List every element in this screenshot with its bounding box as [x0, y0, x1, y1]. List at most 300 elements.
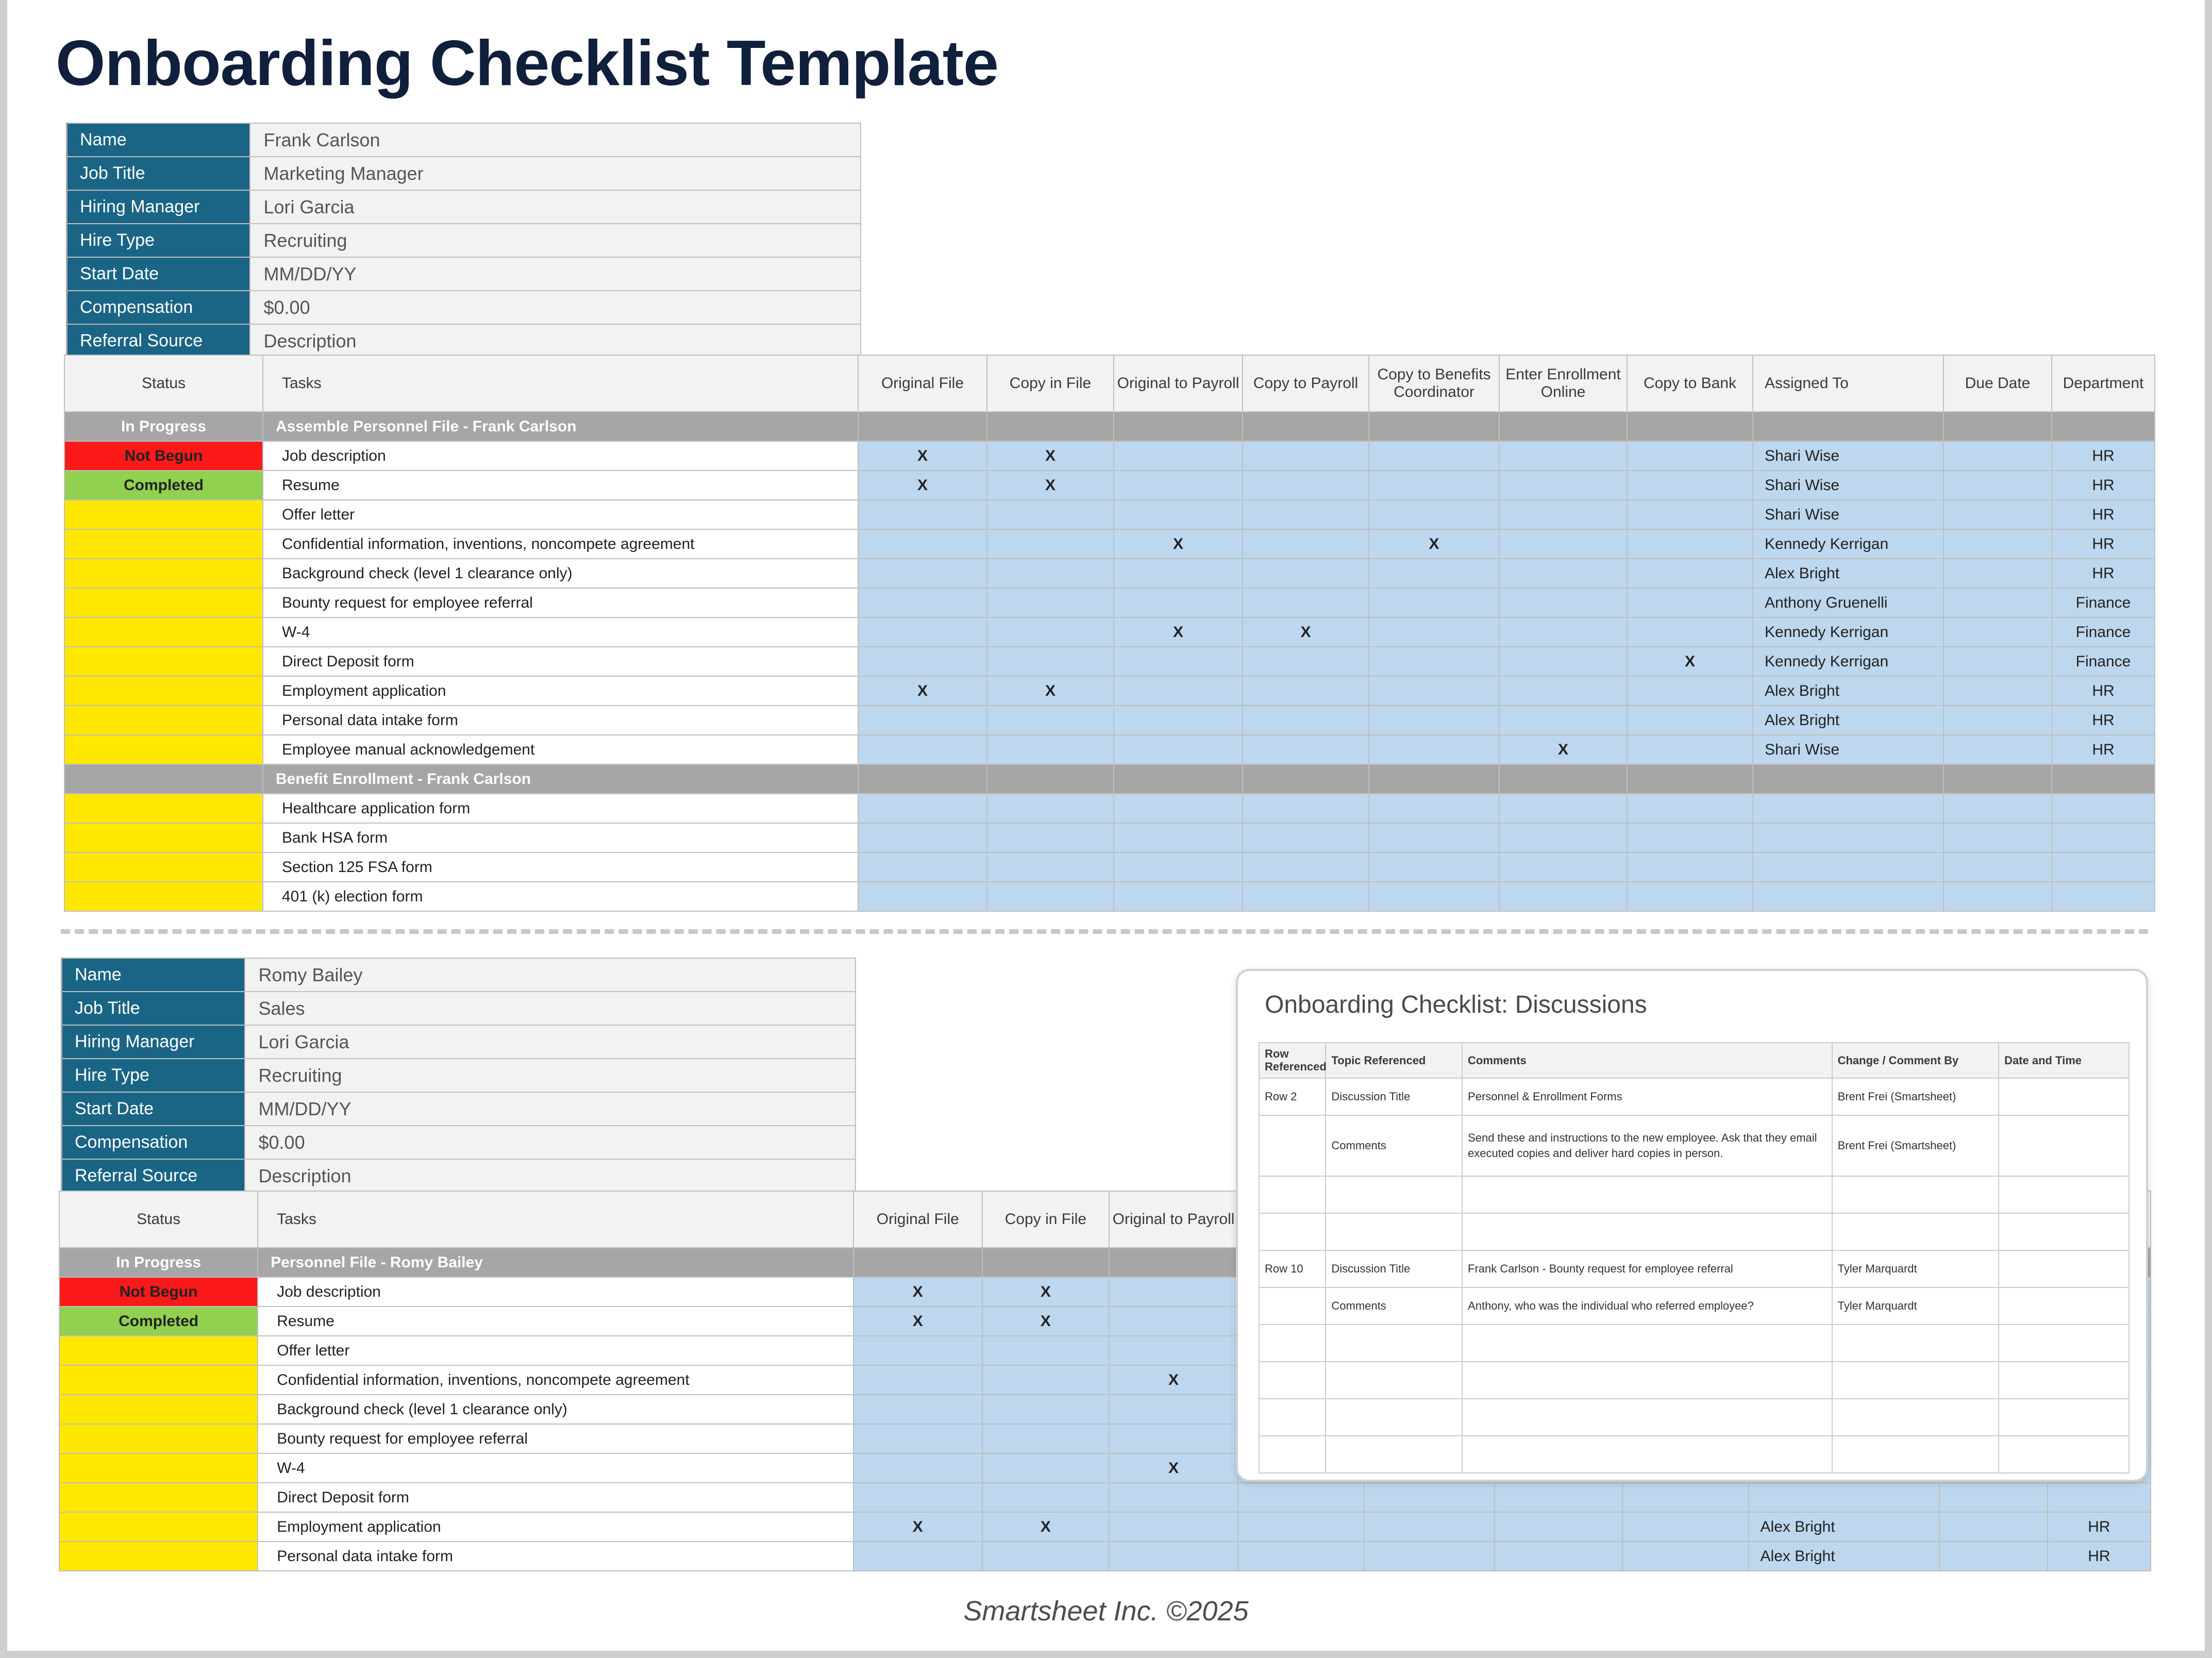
- department-cell[interactable]: [2052, 823, 2155, 852]
- department-cell[interactable]: HR: [2052, 559, 2155, 588]
- status-badge[interactable]: [59, 1365, 258, 1395]
- department-cell[interactable]: [2048, 1483, 2151, 1512]
- checkmark-cell-5[interactable]: [1369, 794, 1499, 823]
- discussion-comment-by[interactable]: Brent Frei (Smartsheet): [1832, 1115, 1999, 1176]
- checkmark-cell-2[interactable]: [987, 559, 1114, 588]
- checkmark-cell-5[interactable]: [1369, 647, 1499, 676]
- department-cell[interactable]: HR: [2052, 471, 2155, 500]
- status-badge[interactable]: [64, 735, 263, 764]
- checkmark-cell-4[interactable]: [1243, 676, 1369, 706]
- discussion-date-time[interactable]: [1999, 1250, 2129, 1287]
- task-name[interactable]: Confidential information, inventions, noncompete agreement: [263, 529, 858, 559]
- checkmark-cell-1[interactable]: X: [853, 1307, 982, 1336]
- checkmark-cell-7[interactable]: [1627, 823, 1753, 852]
- checkmark-cell-1[interactable]: [853, 1395, 982, 1424]
- checkmark-cell-5[interactable]: [1369, 559, 1499, 588]
- checkmark-cell-5[interactable]: [1369, 852, 1499, 882]
- assigned-to-cell[interactable]: Alex Bright: [1753, 706, 1943, 735]
- dcol-topic-referenced[interactable]: Topic Referenced: [1326, 1043, 1462, 1078]
- assigned-to-cell[interactable]: Alex Bright: [1753, 559, 1943, 588]
- checkmark-cell-5[interactable]: [1364, 1542, 1495, 1571]
- checkmark-cell-6[interactable]: [1499, 794, 1627, 823]
- checkmark-cell-6[interactable]: [1495, 1483, 1622, 1512]
- dcol-date-and-time[interactable]: Date and Time: [1999, 1043, 2129, 1078]
- due-date-cell[interactable]: [1943, 794, 2052, 823]
- discussion-comment-text[interactable]: [1462, 1325, 1832, 1362]
- col-status[interactable]: Status: [64, 355, 263, 412]
- checkmark-cell-2[interactable]: [987, 588, 1114, 617]
- checkmark-cell-3[interactable]: [1109, 1277, 1238, 1307]
- discussion-comment-by[interactable]: [1832, 1213, 1999, 1250]
- discussion-comment-by[interactable]: [1832, 1362, 1999, 1399]
- status-badge[interactable]: [64, 529, 263, 559]
- department-cell[interactable]: HR: [2052, 706, 2155, 735]
- task-name[interactable]: Job description: [263, 441, 858, 471]
- checkmark-cell-7[interactable]: [1627, 794, 1753, 823]
- discussion-topic-referenced[interactable]: Discussion Title: [1326, 1078, 1462, 1115]
- task-name[interactable]: Direct Deposit form: [263, 647, 858, 676]
- department-cell[interactable]: [2052, 852, 2155, 882]
- status-badge[interactable]: [64, 559, 263, 588]
- checkmark-cell-7[interactable]: [1627, 882, 1753, 911]
- checkmark-cell-7[interactable]: [1627, 471, 1753, 500]
- checkmark-cell-3[interactable]: [1109, 1336, 1238, 1365]
- checkmark-cell-4[interactable]: X: [1243, 617, 1369, 647]
- checkmark-cell-6[interactable]: [1499, 500, 1627, 529]
- task-name[interactable]: Confidential information, inventions, noncompete agreement: [258, 1365, 853, 1395]
- task-name[interactable]: Resume: [258, 1307, 853, 1336]
- checkmark-cell-5[interactable]: [1369, 441, 1499, 471]
- assigned-to-cell[interactable]: Shari Wise: [1753, 500, 1943, 529]
- checkmark-cell-3[interactable]: [1109, 1542, 1238, 1571]
- info-value-job-title[interactable]: Marketing Manager: [250, 157, 861, 190]
- status-badge[interactable]: [64, 588, 263, 617]
- col-copy-to-bank[interactable]: Copy to Bank: [1627, 355, 1753, 412]
- checkmark-cell-3[interactable]: [1114, 441, 1243, 471]
- checkmark-cell-5[interactable]: [1369, 823, 1499, 852]
- checkmark-cell-2[interactable]: [987, 823, 1114, 852]
- checkmark-cell-6[interactable]: [1499, 471, 1627, 500]
- discussion-row-referenced[interactable]: [1259, 1176, 1326, 1213]
- assigned-to-cell[interactable]: [1753, 823, 1943, 852]
- checkmark-cell-3[interactable]: X: [1109, 1453, 1238, 1483]
- department-cell[interactable]: HR: [2052, 500, 2155, 529]
- due-date-cell[interactable]: [1939, 1483, 2048, 1512]
- checkmark-cell-6[interactable]: [1499, 617, 1627, 647]
- checkmark-cell-6[interactable]: [1499, 706, 1627, 735]
- task-name[interactable]: Job description: [258, 1277, 853, 1307]
- checkmark-cell-2[interactable]: [987, 706, 1114, 735]
- dcol-comments[interactable]: Comments: [1462, 1043, 1832, 1078]
- checkmark-cell-2[interactable]: [982, 1336, 1109, 1365]
- status-badge[interactable]: [59, 1483, 258, 1512]
- checkmark-cell-2[interactable]: X: [982, 1277, 1109, 1307]
- checkmark-cell-6[interactable]: [1499, 823, 1627, 852]
- checkmark-cell-7[interactable]: [1627, 559, 1753, 588]
- discussion-date-time[interactable]: [1999, 1362, 2129, 1399]
- status-badge[interactable]: [64, 676, 263, 706]
- checkmark-cell-4[interactable]: [1243, 823, 1369, 852]
- due-date-cell[interactable]: [1943, 500, 2052, 529]
- checkmark-cell-3[interactable]: [1114, 500, 1243, 529]
- checkmark-cell-5[interactable]: [1369, 617, 1499, 647]
- checkmark-cell-5[interactable]: [1364, 1483, 1495, 1512]
- task-name[interactable]: Employee manual acknowledgement: [263, 735, 858, 764]
- assigned-to-cell[interactable]: [1749, 1483, 1939, 1512]
- assigned-to-cell[interactable]: Anthony Gruenelli: [1753, 588, 1943, 617]
- checkmark-cell-1[interactable]: X: [858, 471, 987, 500]
- checkmark-cell-3[interactable]: X: [1114, 617, 1243, 647]
- checkmark-cell-1[interactable]: [858, 823, 987, 852]
- checkmark-cell-2[interactable]: [987, 529, 1114, 559]
- checkmark-cell-1[interactable]: [858, 794, 987, 823]
- discussion-date-time[interactable]: [1999, 1325, 2129, 1362]
- discussion-comment-by[interactable]: Tyler Marquardt: [1832, 1287, 1999, 1325]
- assigned-to-cell[interactable]: [1753, 794, 1943, 823]
- task-name[interactable]: W-4: [263, 617, 858, 647]
- discussion-comment-text[interactable]: Anthony, who was the individual who referred employee?: [1462, 1287, 1832, 1325]
- checkmark-cell-1[interactable]: [858, 588, 987, 617]
- info-value-name[interactable]: Romy Bailey: [245, 958, 856, 992]
- checkmark-cell-7[interactable]: [1627, 852, 1753, 882]
- status-badge[interactable]: [59, 1512, 258, 1542]
- status-badge[interactable]: In Progress: [59, 1248, 258, 1277]
- due-date-cell[interactable]: [1943, 706, 2052, 735]
- checkmark-cell-1[interactable]: [853, 1336, 982, 1365]
- checkmark-cell-7[interactable]: X: [1627, 647, 1753, 676]
- discussions-popup[interactable]: [1236, 969, 2148, 1482]
- checkmark-cell-1[interactable]: [853, 1453, 982, 1483]
- status-badge[interactable]: [64, 500, 263, 529]
- checkmark-cell-7[interactable]: [1627, 441, 1753, 471]
- checkmark-cell-2[interactable]: X: [982, 1512, 1109, 1542]
- checkmark-cell-4[interactable]: [1243, 588, 1369, 617]
- discussion-row-referenced[interactable]: [1259, 1399, 1326, 1436]
- checkmark-cell-4[interactable]: [1243, 471, 1369, 500]
- discussion-date-time[interactable]: [1999, 1436, 2129, 1473]
- department-cell[interactable]: HR: [2048, 1512, 2151, 1542]
- status-badge[interactable]: [59, 1424, 258, 1453]
- discussion-topic-referenced[interactable]: Discussion Title: [1326, 1250, 1462, 1287]
- assigned-to-cell[interactable]: [1753, 882, 1943, 911]
- checkmark-cell-1[interactable]: [853, 1483, 982, 1512]
- checkmark-cell-1[interactable]: [858, 852, 987, 882]
- checkmark-cell-7[interactable]: [1622, 1542, 1748, 1571]
- discussion-topic-referenced[interactable]: [1326, 1325, 1462, 1362]
- checkmark-cell-2[interactable]: [982, 1483, 1109, 1512]
- checkmark-cell-1[interactable]: [858, 500, 987, 529]
- checkmark-cell-3[interactable]: [1114, 588, 1243, 617]
- checkmark-cell-3[interactable]: [1109, 1395, 1238, 1424]
- checkmark-cell-4[interactable]: [1243, 441, 1369, 471]
- assigned-to-cell[interactable]: Shari Wise: [1753, 735, 1943, 764]
- task-name[interactable]: Background check (level 1 clearance only): [263, 559, 858, 588]
- col-copy-to-payroll[interactable]: Copy to Payroll: [1243, 355, 1369, 412]
- assigned-to-cell[interactable]: [1753, 852, 1943, 882]
- checkmark-cell-2[interactable]: X: [987, 471, 1114, 500]
- task-name[interactable]: Employment application: [263, 676, 858, 706]
- discussion-comment-by[interactable]: [1832, 1325, 1999, 1362]
- department-cell[interactable]: HR: [2052, 735, 2155, 764]
- due-date-cell[interactable]: [1943, 735, 2052, 764]
- discussion-comment-text[interactable]: Frank Carlson - Bounty request for employee referral: [1462, 1250, 1832, 1287]
- info-value-compensation[interactable]: $0.00: [250, 291, 861, 324]
- due-date-cell[interactable]: [1943, 852, 2052, 882]
- checkmark-cell-1[interactable]: [853, 1424, 982, 1453]
- status-badge[interactable]: [64, 852, 263, 882]
- discussion-row-referenced[interactable]: [1259, 1213, 1326, 1250]
- assigned-to-cell[interactable]: Alex Bright: [1749, 1542, 1939, 1571]
- department-cell[interactable]: HR: [2052, 441, 2155, 471]
- checkmark-cell-7[interactable]: [1622, 1512, 1748, 1542]
- col-copy-in-file[interactable]: Copy in File: [982, 1191, 1109, 1248]
- checkmark-cell-3[interactable]: [1114, 559, 1243, 588]
- status-badge[interactable]: [64, 764, 263, 794]
- checkmark-cell-3[interactable]: [1114, 706, 1243, 735]
- task-name[interactable]: W-4: [258, 1453, 853, 1483]
- checkmark-cell-2[interactable]: [982, 1542, 1109, 1571]
- assigned-to-cell[interactable]: Shari Wise: [1753, 441, 1943, 471]
- status-badge[interactable]: [64, 823, 263, 852]
- checkmark-cell-5[interactable]: [1369, 882, 1499, 911]
- checkmark-cell-3[interactable]: [1109, 1424, 1238, 1453]
- department-cell[interactable]: Finance: [2052, 588, 2155, 617]
- info-value-start-date[interactable]: MM/DD/YY: [250, 257, 861, 291]
- checkmark-cell-4[interactable]: [1243, 735, 1369, 764]
- discussion-comment-by[interactable]: [1832, 1176, 1999, 1213]
- assigned-to-cell[interactable]: Shari Wise: [1753, 471, 1943, 500]
- due-date-cell[interactable]: [1943, 529, 2052, 559]
- checkmark-cell-3[interactable]: [1114, 794, 1243, 823]
- info-value-hiring-manager[interactable]: Lori Garcia: [245, 1025, 856, 1059]
- task-name[interactable]: Section 125 FSA form: [263, 852, 858, 882]
- checkmark-cell-6[interactable]: X: [1499, 735, 1627, 764]
- assigned-to-cell[interactable]: Kennedy Kerrigan: [1753, 647, 1943, 676]
- checkmark-cell-2[interactable]: [987, 794, 1114, 823]
- checkmark-cell-2[interactable]: [982, 1395, 1109, 1424]
- discussion-date-time[interactable]: [1999, 1287, 2129, 1325]
- assigned-to-cell[interactable]: Alex Bright: [1753, 676, 1943, 706]
- col-original-to-payroll[interactable]: Original to Payroll: [1114, 355, 1243, 412]
- checkmark-cell-7[interactable]: [1627, 676, 1753, 706]
- col-enter-enrollment-online[interactable]: Enter Enrollment Online: [1499, 355, 1627, 412]
- status-badge[interactable]: [59, 1542, 258, 1571]
- checkmark-cell-2[interactable]: X: [987, 676, 1114, 706]
- assigned-to-cell[interactable]: Kennedy Kerrigan: [1753, 617, 1943, 647]
- info-value-hire-type[interactable]: Recruiting: [250, 224, 861, 257]
- assigned-to-cell[interactable]: Kennedy Kerrigan: [1753, 529, 1943, 559]
- col-department[interactable]: Department: [2052, 355, 2155, 412]
- discussion-comment-by[interactable]: [1832, 1399, 1999, 1436]
- col-copy-in-file[interactable]: Copy in File: [987, 355, 1114, 412]
- discussion-comment-text[interactable]: [1462, 1399, 1832, 1436]
- checkmark-cell-4[interactable]: [1238, 1512, 1364, 1542]
- info-value-hire-type[interactable]: Recruiting: [245, 1059, 856, 1092]
- due-date-cell[interactable]: [1943, 676, 2052, 706]
- checkmark-cell-6[interactable]: [1495, 1542, 1622, 1571]
- checkmark-cell-5[interactable]: [1369, 706, 1499, 735]
- checkmark-cell-2[interactable]: X: [982, 1307, 1109, 1336]
- department-cell[interactable]: Finance: [2052, 647, 2155, 676]
- checkmark-cell-7[interactable]: [1622, 1483, 1748, 1512]
- discussion-row-referenced[interactable]: Row 10: [1259, 1250, 1326, 1287]
- checkmark-cell-2[interactable]: [987, 882, 1114, 911]
- checkmark-cell-7[interactable]: [1627, 706, 1753, 735]
- checkmark-cell-1[interactable]: [858, 735, 987, 764]
- discussion-row-referenced[interactable]: Row 2: [1259, 1078, 1326, 1115]
- status-badge[interactable]: [64, 794, 263, 823]
- due-date-cell[interactable]: [1943, 559, 2052, 588]
- status-badge[interactable]: [59, 1395, 258, 1424]
- checkmark-cell-3[interactable]: [1114, 735, 1243, 764]
- dcol-change-comment-by[interactable]: Change / Comment By: [1832, 1043, 1999, 1078]
- department-cell[interactable]: HR: [2052, 676, 2155, 706]
- department-cell[interactable]: HR: [2048, 1542, 2151, 1571]
- task-name[interactable]: Direct Deposit form: [258, 1483, 853, 1512]
- checkmark-cell-1[interactable]: X: [853, 1512, 982, 1542]
- department-cell[interactable]: [2052, 882, 2155, 911]
- checkmark-cell-4[interactable]: [1243, 852, 1369, 882]
- task-name[interactable]: Employment application: [258, 1512, 853, 1542]
- info-value-referral-source[interactable]: Description: [245, 1159, 856, 1193]
- col-status[interactable]: Status: [59, 1191, 258, 1248]
- checkmark-cell-1[interactable]: X: [858, 676, 987, 706]
- discussion-comment-by[interactable]: Brent Frei (Smartsheet): [1832, 1078, 1999, 1115]
- info-value-referral-source[interactable]: Description: [250, 324, 861, 358]
- checkmark-cell-5[interactable]: [1369, 676, 1499, 706]
- checkmark-cell-3[interactable]: [1114, 852, 1243, 882]
- checkmark-cell-4[interactable]: [1243, 647, 1369, 676]
- checkmark-cell-6[interactable]: [1499, 852, 1627, 882]
- task-name[interactable]: Personal data intake form: [263, 706, 858, 735]
- dcol-row-referenced[interactable]: Row Referenced: [1259, 1043, 1326, 1078]
- task-name[interactable]: Offer letter: [258, 1336, 853, 1365]
- task-name[interactable]: 401 (k) election form: [263, 882, 858, 911]
- checkmark-cell-3[interactable]: X: [1109, 1365, 1238, 1395]
- task-name[interactable]: Background check (level 1 clearance only): [258, 1395, 853, 1424]
- discussion-date-time[interactable]: [1999, 1115, 2129, 1176]
- task-name[interactable]: Personal data intake form: [258, 1542, 853, 1571]
- discussion-topic-referenced[interactable]: [1326, 1176, 1462, 1213]
- checkmark-cell-1[interactable]: [858, 617, 987, 647]
- discussion-date-time[interactable]: [1999, 1176, 2129, 1213]
- discussion-topic-referenced[interactable]: [1326, 1213, 1462, 1250]
- discussion-date-time[interactable]: [1999, 1399, 2129, 1436]
- checkmark-cell-1[interactable]: X: [858, 441, 987, 471]
- checkmark-cell-5[interactable]: [1364, 1512, 1495, 1542]
- due-date-cell[interactable]: [1939, 1542, 2048, 1571]
- checkmark-cell-1[interactable]: [853, 1365, 982, 1395]
- discussion-topic-referenced[interactable]: Comments: [1326, 1115, 1462, 1176]
- checkmark-cell-3[interactable]: [1114, 471, 1243, 500]
- due-date-cell[interactable]: [1943, 471, 2052, 500]
- checkmark-cell-4[interactable]: [1243, 559, 1369, 588]
- discussion-row-referenced[interactable]: [1259, 1287, 1326, 1325]
- checkmark-cell-2[interactable]: [987, 647, 1114, 676]
- checkmark-cell-5[interactable]: [1369, 500, 1499, 529]
- col-original-file[interactable]: Original File: [858, 355, 987, 412]
- discussion-topic-referenced[interactable]: [1326, 1436, 1462, 1473]
- due-date-cell[interactable]: [1943, 441, 2052, 471]
- checkmark-cell-2[interactable]: [987, 617, 1114, 647]
- checkmark-cell-3[interactable]: [1114, 647, 1243, 676]
- task-name[interactable]: Offer letter: [263, 500, 858, 529]
- checkmark-cell-1[interactable]: [858, 882, 987, 911]
- department-cell[interactable]: Finance: [2052, 617, 2155, 647]
- due-date-cell[interactable]: [1943, 823, 2052, 852]
- checkmark-cell-4[interactable]: [1243, 500, 1369, 529]
- checkmark-cell-6[interactable]: [1499, 588, 1627, 617]
- due-date-cell[interactable]: [1943, 617, 2052, 647]
- col-tasks[interactable]: Tasks: [263, 355, 858, 412]
- assigned-to-cell[interactable]: Alex Bright: [1749, 1512, 1939, 1542]
- status-badge[interactable]: In Progress: [64, 412, 263, 441]
- discussion-comment-text[interactable]: [1462, 1176, 1832, 1213]
- info-value-compensation[interactable]: $0.00: [245, 1126, 856, 1159]
- due-date-cell[interactable]: [1943, 588, 2052, 617]
- checkmark-cell-2[interactable]: [982, 1365, 1109, 1395]
- checkmark-cell-1[interactable]: [858, 529, 987, 559]
- info-value-job-title[interactable]: Sales: [245, 992, 856, 1025]
- due-date-cell[interactable]: [1939, 1512, 2048, 1542]
- checkmark-cell-7[interactable]: [1627, 588, 1753, 617]
- checkmark-cell-4[interactable]: [1243, 882, 1369, 911]
- due-date-cell[interactable]: [1943, 647, 2052, 676]
- due-date-cell[interactable]: [1943, 882, 2052, 911]
- checkmark-cell-3[interactable]: [1114, 882, 1243, 911]
- status-badge[interactable]: [59, 1336, 258, 1365]
- col-due-date[interactable]: Due Date: [1943, 355, 2052, 412]
- task-name[interactable]: Bank HSA form: [263, 823, 858, 852]
- checkmark-cell-7[interactable]: [1627, 500, 1753, 529]
- checkmark-cell-1[interactable]: X: [853, 1277, 982, 1307]
- department-cell[interactable]: HR: [2052, 529, 2155, 559]
- status-badge[interactable]: [64, 706, 263, 735]
- discussion-topic-referenced[interactable]: [1326, 1362, 1462, 1399]
- checkmark-cell-7[interactable]: [1627, 735, 1753, 764]
- discussion-comment-by[interactable]: [1832, 1436, 1999, 1473]
- checkmark-cell-6[interactable]: [1499, 559, 1627, 588]
- discussion-topic-referenced[interactable]: [1326, 1399, 1462, 1436]
- checkmark-cell-3[interactable]: [1114, 676, 1243, 706]
- discussion-comment-text[interactable]: [1462, 1436, 1832, 1473]
- discussion-date-time[interactable]: [1999, 1213, 2129, 1250]
- discussion-row-referenced[interactable]: [1259, 1325, 1326, 1362]
- checkmark-cell-2[interactable]: [987, 735, 1114, 764]
- checkmark-cell-2[interactable]: X: [987, 441, 1114, 471]
- discussion-comment-text[interactable]: [1462, 1213, 1832, 1250]
- discussion-row-referenced[interactable]: [1259, 1362, 1326, 1399]
- discussion-row-referenced[interactable]: [1259, 1436, 1326, 1473]
- status-badge[interactable]: [59, 1453, 258, 1483]
- task-name[interactable]: Resume: [263, 471, 858, 500]
- checkmark-cell-4[interactable]: [1243, 529, 1369, 559]
- status-badge[interactable]: [64, 882, 263, 911]
- checkmark-cell-3[interactable]: [1109, 1483, 1238, 1512]
- discussion-date-time[interactable]: [1999, 1078, 2129, 1115]
- col-assigned-to[interactable]: Assigned To: [1753, 355, 1943, 412]
- discussion-comment-text[interactable]: [1462, 1362, 1832, 1399]
- task-name[interactable]: Bounty request for employee referral: [263, 588, 858, 617]
- checkmark-cell-4[interactable]: [1238, 1542, 1364, 1571]
- discussion-row-referenced[interactable]: [1259, 1115, 1326, 1176]
- department-cell[interactable]: [2052, 794, 2155, 823]
- checkmark-cell-3[interactable]: [1109, 1307, 1238, 1336]
- status-badge[interactable]: [64, 617, 263, 647]
- discussion-comment-text[interactable]: Send these and instructions to the new employee. Ask that they email executed copies and deliver hard copies in person.: [1462, 1115, 1832, 1176]
- checkmark-cell-3[interactable]: [1109, 1512, 1238, 1542]
- info-value-name[interactable]: Frank Carlson: [250, 123, 861, 157]
